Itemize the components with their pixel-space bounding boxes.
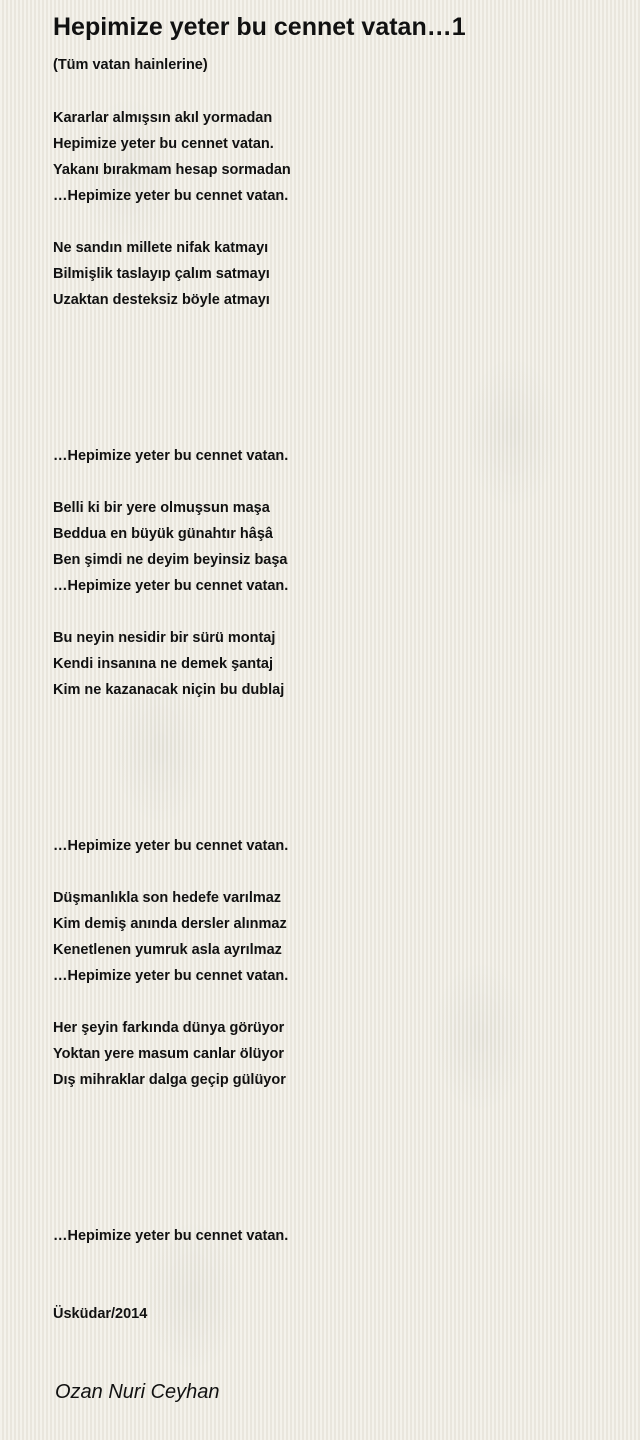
poem-blank-line [53, 339, 613, 365]
poem-line: Yakanı bırakmam hesap sormadan [53, 162, 291, 178]
poem-line: Kendi insanına ne demek şantaj [53, 656, 273, 672]
poem-line: Yoktan yere masum canlar ölüyor [53, 1046, 285, 1062]
poem-blank-line [53, 1093, 613, 1119]
poem-blank-line [53, 989, 613, 1015]
poem-line: Belli ki bir yere olmuşsun maşa [53, 500, 270, 516]
poem-body [53, 105, 613, 1327]
poem-blank-line [53, 859, 613, 885]
poem-dedication: (Tüm vatan hainlerine) [53, 57, 208, 73]
poem-line: Hepimize yeter bu cennet vatan. [53, 136, 274, 152]
poem-line: …Hepimize yeter bu cennet vatan. [53, 188, 289, 204]
poem-line: …Hepimize yeter bu cennet vatan. [53, 1228, 289, 1244]
poem-blank-line [53, 599, 613, 625]
poem-line: Her şeyin farkında dünya görüyor [53, 1020, 285, 1036]
poem-line: Beddua en büyük günahtır hâşâ [53, 526, 273, 542]
poem-line: Kim demiş anında dersler alınmaz [53, 916, 287, 932]
poem-line: …Hepimize yeter bu cennet vatan. [53, 838, 289, 854]
poem-blank-line [53, 1197, 613, 1223]
poem-line: …Hepimize yeter bu cennet vatan. [53, 448, 289, 464]
poem-blank-line [53, 365, 613, 391]
poem-blank-line [53, 729, 613, 755]
poem-blank-line [53, 703, 613, 729]
poem-line: Dış mihraklar dalga geçip gülüyor [53, 1072, 286, 1088]
poem-line: Bilmişlik taslayıp çalım satmayı [53, 266, 270, 282]
poem-line: Kim ne kazanacak niçin bu dublaj [53, 682, 285, 698]
poem-blank-line [53, 1119, 613, 1145]
poem-line: Ben şimdi ne deyim beyinsiz başa [53, 552, 288, 568]
poem-blank-line [53, 1171, 613, 1197]
poem-blank-line [53, 755, 613, 781]
poem-line: Kenetlenen yumruk asla ayrılmaz [53, 942, 282, 958]
poem-blank-line [53, 469, 613, 495]
poem-blank-line [53, 391, 613, 417]
poem-blank-line [53, 417, 613, 443]
poem-blank-line [53, 781, 613, 807]
poem-line: Üsküdar/2014 [53, 1306, 148, 1322]
poem-blank-line [53, 209, 613, 235]
poem-author: Ozan Nuri Ceyhan [55, 1381, 220, 1403]
poem-blank-line [53, 1145, 613, 1171]
poem-line: …Hepimize yeter bu cennet vatan. [53, 578, 289, 594]
poem-blank-line [53, 1275, 613, 1301]
poem-line: Ne sandın millete nifak katmayı [53, 240, 269, 256]
poem-line: Bu neyin nesidir bir sürü montaj [53, 630, 276, 646]
poem-blank-line [53, 1249, 613, 1275]
poem-line: Kararlar almışsın akıl yormadan [53, 110, 273, 126]
poem-blank-line [53, 807, 613, 833]
poem-title: Hepimize yeter bu cennet vatan…1 [53, 13, 466, 41]
poem-line: Düşmanlıkla son hedefe varılmaz [53, 890, 282, 906]
poem-line: …Hepimize yeter bu cennet vatan. [53, 968, 289, 984]
poem-blank-line [53, 313, 613, 339]
poem-line: Uzaktan desteksiz böyle atmayı [53, 292, 270, 308]
